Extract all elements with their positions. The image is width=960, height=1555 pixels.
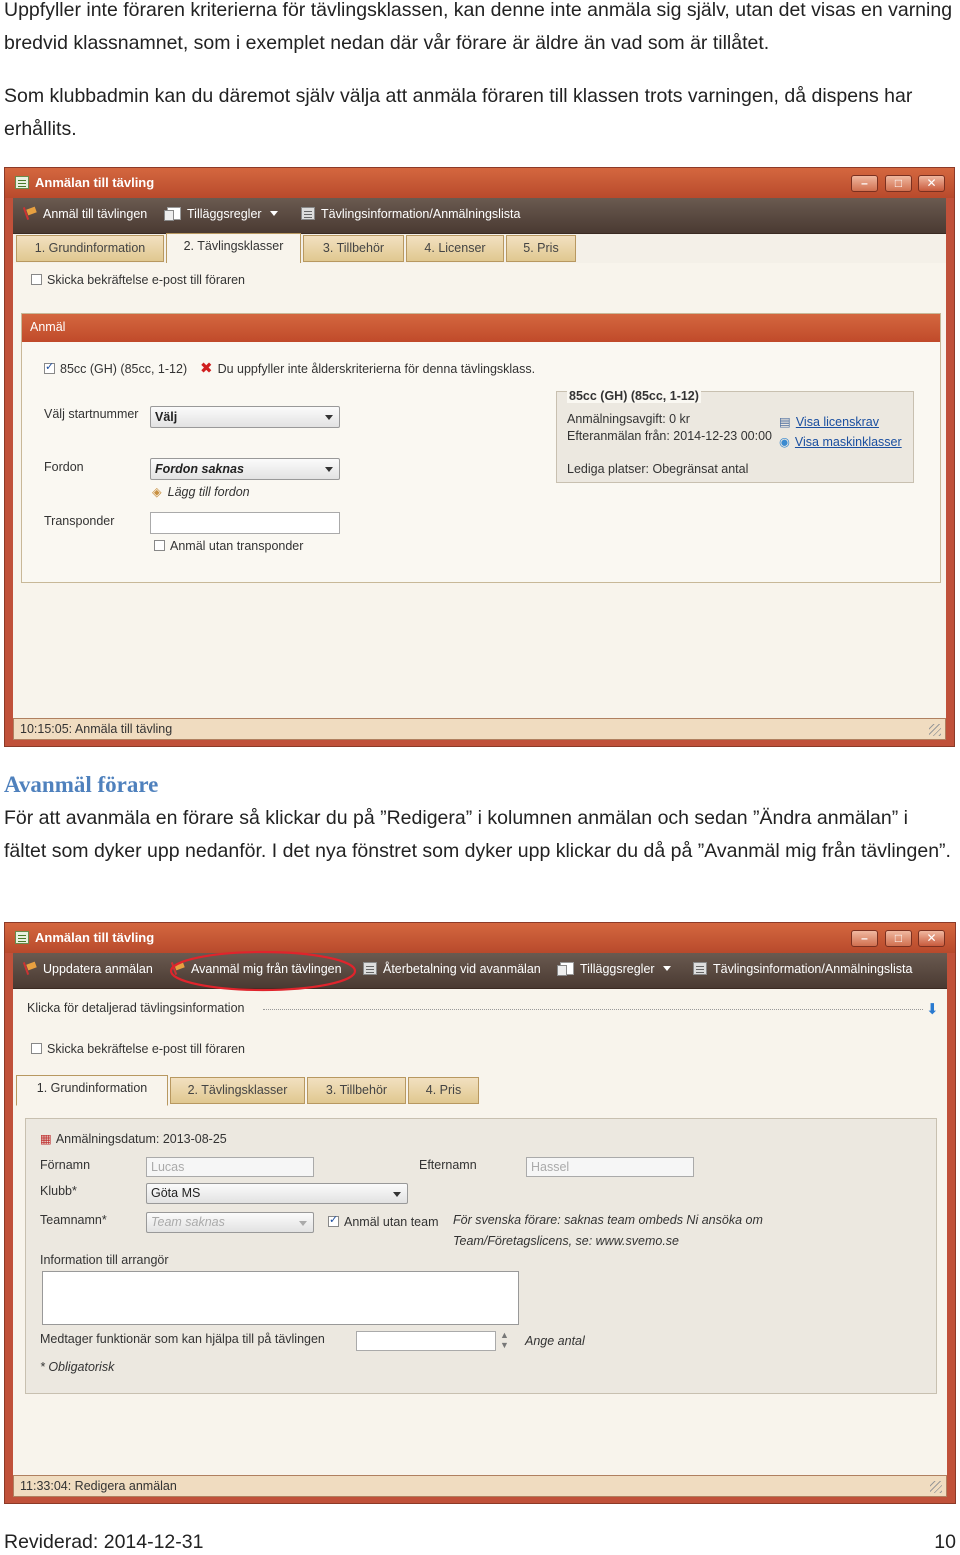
age-warning: ✖ Du uppfyller inte ålderskriterierna för denna tävlingsklass.	[200, 360, 536, 377]
team-label: Teamnamn*	[40, 1213, 107, 1227]
tab-licenses[interactable]: 4. Licenser	[406, 235, 504, 262]
helpers-count-input[interactable]	[356, 1331, 496, 1351]
info-to-organizer-label: Information till arrangör	[40, 1253, 169, 1267]
list-icon	[301, 207, 315, 220]
tab-basic-info[interactable]: 1. Grundinformation	[16, 235, 164, 262]
tag-icon: ◈	[152, 485, 162, 499]
lastname-field[interactable]: Hassel	[526, 1157, 694, 1177]
transponder-label: Transponder	[44, 514, 115, 528]
chevron-down-icon	[393, 1192, 401, 1197]
chevron-down-icon	[299, 1221, 307, 1226]
edit-registration-window	[4, 922, 956, 1504]
firstname-field[interactable]: Lucas	[146, 1157, 314, 1177]
chevron-down-icon	[325, 415, 333, 420]
checkbox[interactable]	[154, 540, 165, 551]
chevron-down-icon	[270, 211, 278, 216]
divider	[263, 1009, 923, 1010]
tab-price[interactable]: 4. Pris	[408, 1077, 479, 1104]
flag-icon	[23, 207, 37, 220]
info-to-organizer-textarea[interactable]	[42, 1271, 519, 1325]
card-icon: ▤	[779, 415, 791, 429]
window-title: Anmälan till tävling	[35, 930, 155, 945]
resize-grip[interactable]	[930, 1481, 942, 1493]
info-button[interactable]: Tävlingsinformation/Anmälningslista	[301, 207, 520, 221]
status-text: 10:15:05: Anmäla till tävling	[20, 722, 173, 736]
entry-fee: Anmälningsavgift: 0 kr	[567, 412, 690, 426]
checkbox[interactable]	[31, 274, 42, 285]
list-icon	[693, 962, 707, 975]
tab-classes[interactable]: 2. Tävlingsklasser	[166, 233, 301, 264]
flag-icon	[23, 962, 37, 975]
close-button[interactable]: ✕	[918, 175, 945, 192]
tab-bar	[13, 1075, 947, 1105]
email-checkbox[interactable]: Skicka bekräftelse e-post till föraren	[31, 1042, 245, 1056]
rules-menu-button[interactable]: Tilläggsregler	[560, 962, 671, 976]
team-note-line-1: För svenska förare: saknas team ombeds Ni ansöka om	[453, 1213, 763, 1227]
documents-icon	[167, 207, 181, 220]
checkbox-checked[interactable]	[328, 1216, 339, 1227]
available-spots: Lediga platser: Obegränsat antal	[567, 462, 749, 476]
error-icon: ✖	[200, 360, 213, 377]
calendar-icon: ▦	[40, 1132, 52, 1146]
section-header	[22, 314, 940, 342]
tab-classes[interactable]: 2. Tävlingsklasser	[170, 1077, 305, 1104]
chevron-down-icon	[325, 467, 333, 472]
update-registration-button[interactable]: Uppdatera anmälan	[23, 962, 153, 976]
intro-paragraph-1: Uppfyller inte föraren kriterierna för tävlingsklassen, kan denne inte anmäla sig själv, utan det visas en varning bredvid klassnamnet, som i exemplet nedan där vår förare är äldre än vad som är tillåtet.	[4, 0, 953, 54]
firstname-label: Förnamn	[40, 1158, 91, 1172]
status-text: 11:33:04: Redigera anmälan	[20, 1479, 177, 1493]
chevron-down-icon	[663, 966, 671, 971]
vehicle-select[interactable]: Fordon saknas	[150, 458, 340, 480]
highlight-ring	[163, 949, 363, 995]
late-registration: Efteranmälan från: 2014-12-23 00:00	[567, 429, 772, 443]
documents-icon	[560, 962, 574, 975]
window-title: Anmälan till tävling	[35, 175, 155, 190]
checkbox[interactable]	[31, 1043, 42, 1054]
add-vehicle-link[interactable]: ◈ Lägg till fordon	[152, 485, 250, 499]
start-number-label: Välj startnummer	[44, 407, 139, 421]
tab-accessories[interactable]: 3. Tillbehör	[303, 235, 404, 262]
class-info-box	[556, 391, 914, 483]
unregister-button[interactable]: Avanmäl mig från tävlingen	[171, 962, 342, 976]
machine-classes-link[interactable]: ◉ Visa maskinklasser	[779, 435, 902, 449]
rules-menu-button[interactable]: Tilläggsregler	[167, 207, 278, 221]
form-icon	[15, 931, 29, 944]
tab-price[interactable]: 5. Pris	[506, 235, 576, 262]
money-icon	[363, 962, 377, 975]
spinner-icon[interactable]: ▲ ▼	[500, 1330, 509, 1350]
checkbox-checked[interactable]	[44, 363, 55, 374]
minimize-button[interactable]: –	[851, 175, 878, 192]
team-select[interactable]: Team saknas	[146, 1212, 314, 1233]
no-team-checkbox[interactable]: ✓ Anmäl utan team	[328, 1215, 439, 1229]
window-titlebar	[5, 923, 955, 953]
team-note-line-2: Team/Företagslicens, se: www.svemo.se	[453, 1234, 680, 1248]
club-select[interactable]: Göta MS	[146, 1183, 408, 1204]
register-section	[21, 313, 941, 583]
resize-grip[interactable]	[929, 724, 941, 736]
revision-date: Reviderad: 2014-12-31	[4, 1531, 204, 1553]
section-title: Anmäl	[30, 320, 66, 334]
count-hint: Ange antal	[525, 1334, 585, 1348]
form-icon	[15, 176, 29, 189]
email-checkbox[interactable]: Skicka bekräftelse e-post till föraren	[31, 273, 245, 287]
info-button[interactable]: Tävlingsinformation/Anmälningslista	[693, 962, 912, 976]
status-bar	[13, 1475, 947, 1497]
class-checkbox[interactable]: ✓85cc (GH) (85cc, 1-12)	[44, 362, 187, 376]
helpers-label: Medtager funktionär som kan hjälpa till på tävlingen	[40, 1332, 325, 1346]
window-body	[13, 198, 946, 718]
no-transponder-checkbox[interactable]: Anmäl utan transponder	[154, 539, 303, 553]
basic-info-panel	[25, 1118, 937, 1394]
details-link[interactable]: Klicka för detaljerad tävlingsinformation	[27, 1001, 245, 1015]
info-box-title: 85cc (GH) (85cc, 1-12)	[569, 389, 699, 403]
required-note: * Obligatorisk	[40, 1360, 115, 1374]
transponder-input[interactable]	[150, 512, 340, 534]
registration-window	[4, 167, 955, 747]
lastname-label: Efternamn	[419, 1158, 477, 1172]
status-bar	[13, 718, 946, 740]
section-paragraph: För att avanmäla en förare så klickar du på ”Redigera” i kolumnen anmälan och sedan ”Ändra anmälan” i fältet som dyker upp nedanför. I det nya fönstret som dyker upp klickar du då på ”Avanmäl mig från tävlingen”.	[4, 807, 951, 862]
tab-basic-info[interactable]: 1. Grundinformation	[16, 1075, 168, 1106]
arrow-down-icon[interactable]: ⬇	[926, 1001, 939, 1018]
toolbar	[13, 953, 947, 989]
section-heading: Avanmäl förare	[4, 772, 159, 797]
minimize-button[interactable]: –	[851, 930, 878, 947]
start-number-select[interactable]: Välj	[150, 406, 340, 428]
maximize-button[interactable]: □	[885, 930, 912, 947]
refund-button[interactable]: Återbetalning vid avanmälan	[363, 962, 541, 976]
license-requirements-link[interactable]: ▤ Visa licenskrav	[779, 415, 879, 429]
close-button[interactable]: ✕	[918, 930, 945, 947]
maximize-button[interactable]: □	[885, 175, 912, 192]
tab-accessories[interactable]: 3. Tillbehör	[307, 1077, 406, 1104]
register-button[interactable]: Anmäl till tävlingen	[23, 207, 147, 221]
page-number: 10	[934, 1531, 956, 1553]
intro-paragraph-2: Som klubbadmin kan du däremot själv välja att anmäla föraren till klassen trots varningen, då dispens har erhållits.	[4, 85, 913, 140]
window-body	[13, 953, 947, 1475]
tab-content	[13, 263, 946, 718]
toolbar	[13, 198, 946, 234]
club-label: Klubb*	[40, 1184, 77, 1198]
registration-date: ▦ Anmälningsdatum: 2013-08-25	[40, 1132, 227, 1146]
window-titlebar	[5, 168, 954, 198]
globe-icon: ◉	[779, 435, 790, 449]
tab-bar	[13, 233, 946, 263]
vehicle-label: Fordon	[44, 460, 84, 474]
